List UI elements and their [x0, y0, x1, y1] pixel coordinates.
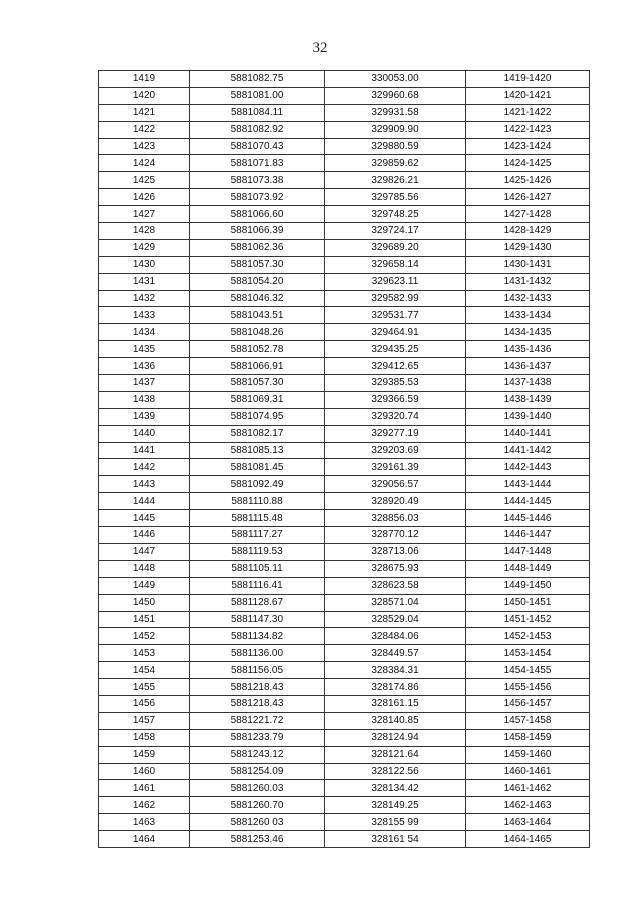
- table-row: [99, 662, 590, 679]
- x-coordinate-cell: 5881218.43: [190, 679, 325, 696]
- table-row: [99, 273, 590, 290]
- point-number-cell: 1451: [99, 611, 190, 628]
- table-row: [99, 239, 590, 256]
- segment-cell: 1430-1431: [466, 256, 590, 273]
- point-number-cell: 1435: [99, 341, 190, 358]
- table-row: [99, 679, 590, 696]
- x-coordinate-cell: 5881057.30: [190, 375, 325, 392]
- segment-cell: 1447-1448: [466, 543, 590, 560]
- y-coordinate-cell: 328770.12: [325, 527, 466, 544]
- point-number-cell: 1420: [99, 87, 190, 104]
- x-coordinate-cell: 5881054.20: [190, 273, 325, 290]
- y-coordinate-cell: 328122.56: [325, 763, 466, 780]
- point-number-cell: 1445: [99, 510, 190, 527]
- segment-cell: 1438-1439: [466, 391, 590, 408]
- segment-cell: 1462-1463: [466, 797, 590, 814]
- table-row: [99, 223, 590, 240]
- y-coordinate-cell: 328623.58: [325, 577, 466, 594]
- point-number-cell: 1424: [99, 155, 190, 172]
- table-row: [99, 172, 590, 189]
- point-number-cell: 1443: [99, 476, 190, 493]
- point-number-cell: 1453: [99, 645, 190, 662]
- segment-cell: 1453-1454: [466, 645, 590, 662]
- y-coordinate-cell: 328856.03: [325, 510, 466, 527]
- segment-cell: 1429-1430: [466, 239, 590, 256]
- y-coordinate-cell: 328124.94: [325, 729, 466, 746]
- y-coordinate-cell: 329785.56: [325, 189, 466, 206]
- x-coordinate-cell: 5881243.12: [190, 746, 325, 763]
- point-number-cell: 1421: [99, 104, 190, 121]
- point-number-cell: 1439: [99, 408, 190, 425]
- table-row: [99, 476, 590, 493]
- segment-cell: 1455-1456: [466, 679, 590, 696]
- segment-cell: 1443-1444: [466, 476, 590, 493]
- segment-cell: 1461-1462: [466, 780, 590, 797]
- segment-cell: 1450-1451: [466, 594, 590, 611]
- table-row: [99, 71, 590, 88]
- y-coordinate-cell: 328713.06: [325, 543, 466, 560]
- x-coordinate-cell: 5881084.11: [190, 104, 325, 121]
- point-number-cell: 1464: [99, 831, 190, 848]
- segment-cell: 1445-1446: [466, 510, 590, 527]
- segment-cell: 1459-1460: [466, 746, 590, 763]
- x-coordinate-cell: 5881066.91: [190, 358, 325, 375]
- segment-cell: 1440-1441: [466, 425, 590, 442]
- point-number-cell: 1444: [99, 493, 190, 510]
- table-row: [99, 307, 590, 324]
- segment-cell: 1422-1423: [466, 121, 590, 138]
- x-coordinate-cell: 5881074.95: [190, 408, 325, 425]
- y-coordinate-cell: 328571.04: [325, 594, 466, 611]
- table-row: [99, 87, 590, 104]
- table-row: [99, 645, 590, 662]
- table-row: [99, 459, 590, 476]
- point-number-cell: 1428: [99, 223, 190, 240]
- x-coordinate-cell: 5881156.05: [190, 662, 325, 679]
- x-coordinate-cell: 5881105.11: [190, 560, 325, 577]
- table-row: [99, 358, 590, 375]
- y-coordinate-cell: 328155 99: [325, 814, 466, 831]
- table-row: [99, 560, 590, 577]
- point-number-cell: 1436: [99, 358, 190, 375]
- point-number-cell: 1438: [99, 391, 190, 408]
- y-coordinate-cell: 328140.85: [325, 712, 466, 729]
- table-row: [99, 121, 590, 138]
- x-coordinate-cell: 5881069.31: [190, 391, 325, 408]
- y-coordinate-cell: 329623.11: [325, 273, 466, 290]
- point-number-cell: 1462: [99, 797, 190, 814]
- x-coordinate-cell: 5881066.39: [190, 223, 325, 240]
- point-number-cell: 1430: [99, 256, 190, 273]
- y-coordinate-cell: 329203.69: [325, 442, 466, 459]
- segment-cell: 1449-1450: [466, 577, 590, 594]
- x-coordinate-cell: 5881092.49: [190, 476, 325, 493]
- y-coordinate-cell: 328149.25: [325, 797, 466, 814]
- x-coordinate-cell: 5881218.43: [190, 695, 325, 712]
- point-number-cell: 1437: [99, 375, 190, 392]
- table-row: [99, 104, 590, 121]
- point-number-cell: 1446: [99, 527, 190, 544]
- table-row: [99, 375, 590, 392]
- segment-cell: 1420-1421: [466, 87, 590, 104]
- x-coordinate-cell: 5881073.92: [190, 189, 325, 206]
- x-coordinate-cell: 5881082.75: [190, 71, 325, 88]
- table-row: [99, 138, 590, 155]
- point-number-cell: 1459: [99, 746, 190, 763]
- y-coordinate-cell: 329056.57: [325, 476, 466, 493]
- table-row: [99, 628, 590, 645]
- y-coordinate-cell: 329277.19: [325, 425, 466, 442]
- x-coordinate-cell: 5881048.26: [190, 324, 325, 341]
- point-number-cell: 1449: [99, 577, 190, 594]
- segment-cell: 1442-1443: [466, 459, 590, 476]
- point-number-cell: 1431: [99, 273, 190, 290]
- table-row: [99, 256, 590, 273]
- y-coordinate-cell: 328384.31: [325, 662, 466, 679]
- y-coordinate-cell: 329412.65: [325, 358, 466, 375]
- segment-cell: 1425-1426: [466, 172, 590, 189]
- x-coordinate-cell: 5881253.46: [190, 831, 325, 848]
- table-row: [99, 408, 590, 425]
- table-row: [99, 577, 590, 594]
- segment-cell: 1454-1455: [466, 662, 590, 679]
- table-row: [99, 695, 590, 712]
- segment-cell: 1423-1424: [466, 138, 590, 155]
- table-row: [99, 780, 590, 797]
- x-coordinate-cell: 5881117.27: [190, 527, 325, 544]
- table-row: [99, 341, 590, 358]
- y-coordinate-cell: 329464.91: [325, 324, 466, 341]
- segment-cell: 1435-1436: [466, 341, 590, 358]
- table-row: [99, 712, 590, 729]
- x-coordinate-cell: 5881073.38: [190, 172, 325, 189]
- segment-cell: 1446-1447: [466, 527, 590, 544]
- x-coordinate-cell: 5881136.00: [190, 645, 325, 662]
- x-coordinate-cell: 5881147.30: [190, 611, 325, 628]
- x-coordinate-cell: 5881071.83: [190, 155, 325, 172]
- y-coordinate-cell: 329931.58: [325, 104, 466, 121]
- point-number-cell: 1440: [99, 425, 190, 442]
- segment-cell: 1439-1440: [466, 408, 590, 425]
- table-row: [99, 611, 590, 628]
- segment-cell: 1463-1464: [466, 814, 590, 831]
- y-coordinate-cell: 329960.68: [325, 87, 466, 104]
- x-coordinate-cell: 5881082.17: [190, 425, 325, 442]
- y-coordinate-cell: 329880.59: [325, 138, 466, 155]
- y-coordinate-cell: 329531.77: [325, 307, 466, 324]
- y-coordinate-cell: 330053.00: [325, 71, 466, 88]
- x-coordinate-cell: 5881260.70: [190, 797, 325, 814]
- y-coordinate-cell: 329435.25: [325, 341, 466, 358]
- table-row: [99, 814, 590, 831]
- point-number-cell: 1441: [99, 442, 190, 459]
- y-coordinate-cell: 328920.49: [325, 493, 466, 510]
- x-coordinate-cell: 5881057.30: [190, 256, 325, 273]
- point-number-cell: 1447: [99, 543, 190, 560]
- segment-cell: 1427-1428: [466, 206, 590, 223]
- x-coordinate-cell: 5881085.13: [190, 442, 325, 459]
- point-number-cell: 1423: [99, 138, 190, 155]
- segment-cell: 1424-1425: [466, 155, 590, 172]
- y-coordinate-cell: 329161.39: [325, 459, 466, 476]
- segment-cell: 1457-1458: [466, 712, 590, 729]
- y-coordinate-cell: 328121.64: [325, 746, 466, 763]
- x-coordinate-cell: 5881233.79: [190, 729, 325, 746]
- segment-cell: 1428-1429: [466, 223, 590, 240]
- segment-cell: 1448-1449: [466, 560, 590, 577]
- table-row: [99, 527, 590, 544]
- segment-cell: 1426-1427: [466, 189, 590, 206]
- point-number-cell: 1458: [99, 729, 190, 746]
- point-number-cell: 1422: [99, 121, 190, 138]
- x-coordinate-cell: 5881062.36: [190, 239, 325, 256]
- x-coordinate-cell: 5881070.43: [190, 138, 325, 155]
- table-row: [99, 290, 590, 307]
- table-row: [99, 155, 590, 172]
- table-row: [99, 425, 590, 442]
- y-coordinate-cell: 329724.17: [325, 223, 466, 240]
- table-row: [99, 442, 590, 459]
- y-coordinate-cell: 329385.53: [325, 375, 466, 392]
- segment-cell: 1419-1420: [466, 71, 590, 88]
- x-coordinate-cell: 5881221.72: [190, 712, 325, 729]
- x-coordinate-cell: 5881066.60: [190, 206, 325, 223]
- y-coordinate-cell: 328449.57: [325, 645, 466, 662]
- y-coordinate-cell: 329826.21: [325, 172, 466, 189]
- table-row: [99, 797, 590, 814]
- point-number-cell: 1419: [99, 71, 190, 88]
- table-row: [99, 594, 590, 611]
- x-coordinate-cell: 5881119.53: [190, 543, 325, 560]
- y-coordinate-cell: 328675.93: [325, 560, 466, 577]
- point-number-cell: 1433: [99, 307, 190, 324]
- y-coordinate-cell: 329909.90: [325, 121, 466, 138]
- y-coordinate-cell: 328161 54: [325, 831, 466, 848]
- x-coordinate-cell: 5881260 03: [190, 814, 325, 831]
- point-number-cell: 1426: [99, 189, 190, 206]
- segment-cell: 1436-1437: [466, 358, 590, 375]
- segment-cell: 1432-1433: [466, 290, 590, 307]
- segment-cell: 1452-1453: [466, 628, 590, 645]
- y-coordinate-cell: 329320.74: [325, 408, 466, 425]
- page-number: 32: [312, 40, 328, 56]
- y-coordinate-cell: 329748.25: [325, 206, 466, 223]
- segment-cell: 1437-1438: [466, 375, 590, 392]
- coordinates-table: [98, 70, 590, 848]
- segment-cell: 1451-1452: [466, 611, 590, 628]
- x-coordinate-cell: 5881260.03: [190, 780, 325, 797]
- table-row: [99, 206, 590, 223]
- x-coordinate-cell: 5881134.82: [190, 628, 325, 645]
- segment-cell: 1441-1442: [466, 442, 590, 459]
- table-row: [99, 510, 590, 527]
- coordinates-table-body: [99, 71, 590, 848]
- table-row: [99, 493, 590, 510]
- segment-cell: 1434-1435: [466, 324, 590, 341]
- table-row: [99, 324, 590, 341]
- y-coordinate-cell: 328529.04: [325, 611, 466, 628]
- x-coordinate-cell: 5881254.09: [190, 763, 325, 780]
- x-coordinate-cell: 5881116.41: [190, 577, 325, 594]
- point-number-cell: 1452: [99, 628, 190, 645]
- table-row: [99, 763, 590, 780]
- y-coordinate-cell: 328174.86: [325, 679, 466, 696]
- segment-cell: 1444-1445: [466, 493, 590, 510]
- y-coordinate-cell: 329859.62: [325, 155, 466, 172]
- table-row: [99, 543, 590, 560]
- table-row: [99, 729, 590, 746]
- point-number-cell: 1461: [99, 780, 190, 797]
- segment-cell: 1433-1434: [466, 307, 590, 324]
- point-number-cell: 1455: [99, 679, 190, 696]
- y-coordinate-cell: 328161.15: [325, 695, 466, 712]
- x-coordinate-cell: 5881115.48: [190, 510, 325, 527]
- segment-cell: 1458-1459: [466, 729, 590, 746]
- x-coordinate-cell: 5881081.45: [190, 459, 325, 476]
- x-coordinate-cell: 5881128.67: [190, 594, 325, 611]
- point-number-cell: 1427: [99, 206, 190, 223]
- segment-cell: 1456-1457: [466, 695, 590, 712]
- x-coordinate-cell: 5881043.51: [190, 307, 325, 324]
- x-coordinate-cell: 5881110.88: [190, 493, 325, 510]
- point-number-cell: 1450: [99, 594, 190, 611]
- y-coordinate-cell: 328134.42: [325, 780, 466, 797]
- x-coordinate-cell: 5881052.78: [190, 341, 325, 358]
- x-coordinate-cell: 5881046.32: [190, 290, 325, 307]
- x-coordinate-cell: 5881082.92: [190, 121, 325, 138]
- segment-cell: 1431-1432: [466, 273, 590, 290]
- point-number-cell: 1463: [99, 814, 190, 831]
- segment-cell: 1421-1422: [466, 104, 590, 121]
- table-row: [99, 391, 590, 408]
- y-coordinate-cell: 329689.20: [325, 239, 466, 256]
- point-number-cell: 1429: [99, 239, 190, 256]
- point-number-cell: 1457: [99, 712, 190, 729]
- point-number-cell: 1434: [99, 324, 190, 341]
- table-row: [99, 189, 590, 206]
- point-number-cell: 1432: [99, 290, 190, 307]
- point-number-cell: 1442: [99, 459, 190, 476]
- point-number-cell: 1448: [99, 560, 190, 577]
- point-number-cell: 1454: [99, 662, 190, 679]
- point-number-cell: 1425: [99, 172, 190, 189]
- point-number-cell: 1456: [99, 695, 190, 712]
- segment-cell: 1464-1465: [466, 831, 590, 848]
- table-row: [99, 831, 590, 848]
- table-row: [99, 746, 590, 763]
- y-coordinate-cell: 329366.59: [325, 391, 466, 408]
- point-number-cell: 1460: [99, 763, 190, 780]
- y-coordinate-cell: 328484.06: [325, 628, 466, 645]
- y-coordinate-cell: 329658.14: [325, 256, 466, 273]
- x-coordinate-cell: 5881081.00: [190, 87, 325, 104]
- segment-cell: 1460-1461: [466, 763, 590, 780]
- y-coordinate-cell: 329582.99: [325, 290, 466, 307]
